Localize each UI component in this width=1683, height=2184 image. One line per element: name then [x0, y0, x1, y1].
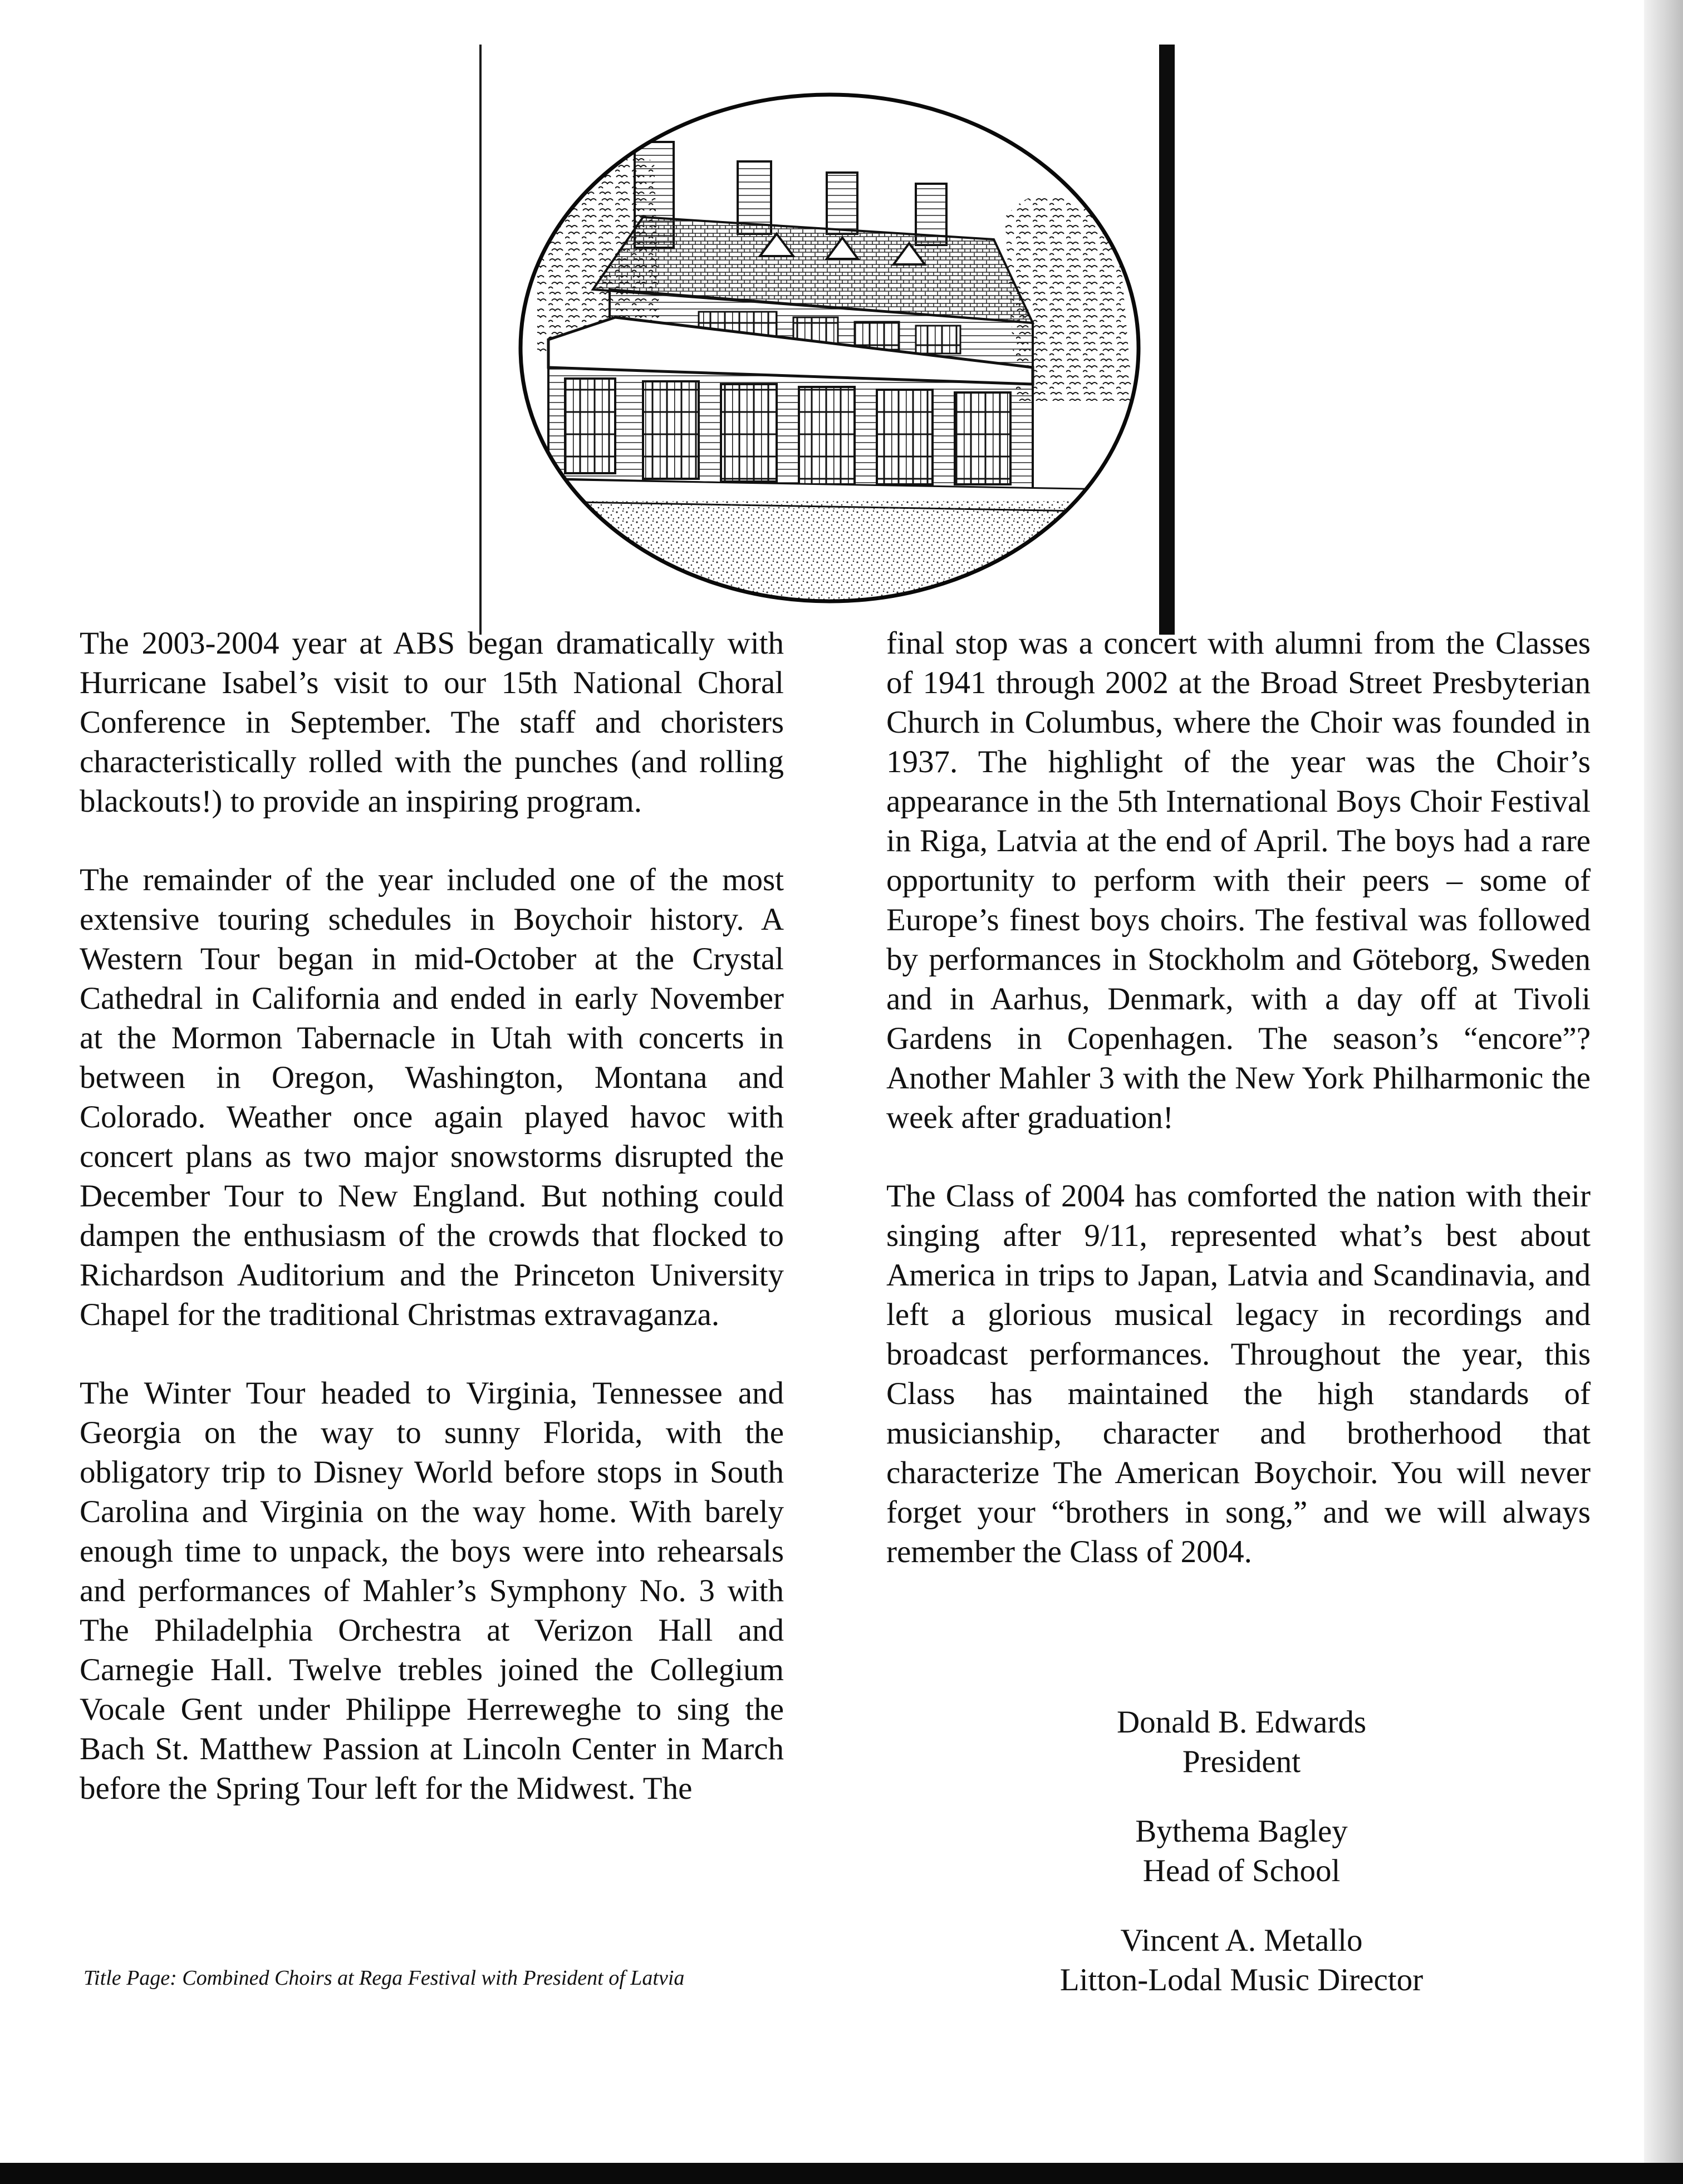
signatory-name: Bythema Bagley	[1135, 1814, 1348, 1849]
page-bottom-edge	[0, 2163, 1683, 2184]
signatory-title: President	[1182, 1744, 1301, 1779]
signature-block	[997, 1702, 1486, 2030]
page-edge-shadow	[1644, 0, 1683, 2184]
paragraph-festival: final stop was a concert with alumni from the Classes of 1941 through 2002 at the Broad Street Presbyterian Church in Columbus, where the Choir was founded in 1937. The highlight of the year was the Choir’s appearance in the 5th International Boys Choir Festival in Riga, Latvia at the end of April. The boys had a rare opportunity to perform with their peers – some of Europe’s finest boys choirs. The festival was followed by performances in Stockholm and Göteborg, Sweden and in Aarhus, Denmark, with a day off at Tivoli Gardens in Copenhagen. The season’s “encore”? Another Mahler 3 with the New York Philharmonic the week after graduation!	[886, 626, 1591, 1135]
school-building-illustration	[515, 89, 1144, 607]
signature-president	[997, 1702, 1486, 1781]
paragraph-conference: The 2003-2004 year at ABS began dramatically with Hurricane Isabel’s visit to our 15th National Choral Conference in September. The staff and choristers characteristically rolled with the punches (and rolling blackouts!) to provide an inspiring program.	[80, 626, 784, 819]
paragraph-winter-tour: The Winter Tour headed to Virginia, Tennessee and Georgia on the way to sunny Florida, with the obligatory trip to Disney World before stops in South Carolina and Virginia on the way home. With barely enough time to unpack, the boys were into rehearsals and performances of Mahler’s Symphony No. 3 with The Philadelphia Orchestra at Verizon Hall and Carnegie Hall. Twelve trebles joined the Collegium Vocale Gent under Philippe Herreweghe to sing the Bach St. Matthew Passion at Lincoln Center in March before the Spring Tour left for the Midwest. The	[80, 1376, 784, 1806]
thick-vertical-rule	[1159, 45, 1175, 635]
signatory-title: Head of School	[1142, 1853, 1341, 1888]
signature-head-of-school	[997, 1812, 1486, 1891]
paragraph-touring: The remainder of the year included one of the most extensive touring schedules in Boychoir history. A Western Tour began in mid-October at the Crystal Cathedral in California and ended in early November at the Mormon Tabernacle in Utah with concerts in between in Oregon, Washington, Montana and Colorado. Weather once again played havoc with concert plans as two major snowstorms disrupted the December Tour to New England. But nothing could dampen the enthusiasm of the crowds that flocked to Richardson Auditorium and the Princeton University Chapel for the traditional Christmas extravaganza.	[80, 862, 784, 1332]
signatory-title: Litton-Lodal Music Director	[1059, 1962, 1424, 1997]
thin-vertical-rule	[479, 45, 482, 635]
signatory-name: Donald B. Edwards	[1116, 1705, 1366, 1740]
right-text-column	[886, 624, 1591, 1611]
signature-music-director	[997, 1921, 1486, 2000]
title-page-caption: Title Page: Combined Choirs at Rega Festival with President of Latvia	[84, 1966, 685, 1990]
paragraph-class-of-2004: The Class of 2004 has comforted the nation with their singing after 9/11, represented what’s best about America in trips to Japan, Latvia and Scandinavia, and left a glorious musical legacy in recordings and broadcast performances. Throughout the year, this Class has maintained the high standards of musicianship, character and brotherhood that characterize The American Boychoir. You will never forget your “brothers in song,” and we will always remember the Class of 2004.	[886, 1179, 1591, 1569]
left-text-column	[80, 624, 784, 1847]
signatory-name: Vincent A. Metallo	[1120, 1923, 1363, 1958]
